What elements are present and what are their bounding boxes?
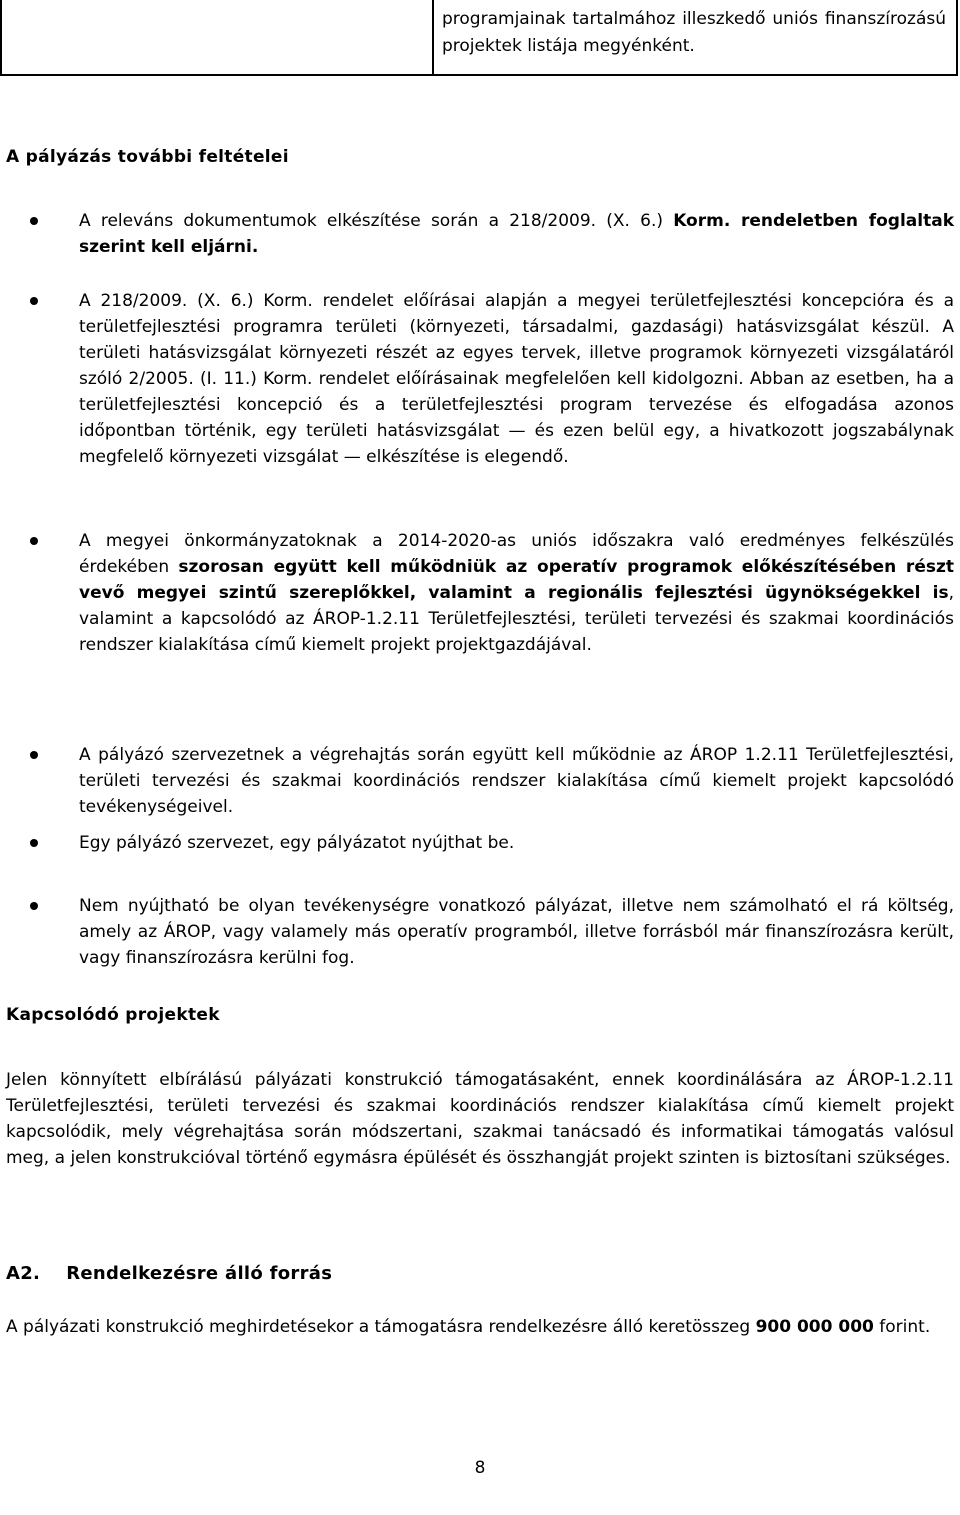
- funding-paragraph: A pályázati konstrukció meghirdetésekor a támogatásra rendelkezésre álló keretösszeg 900 000 000 forint.: [6, 1317, 931, 1337]
- bullet-icon: [30, 751, 38, 759]
- bullet-text: A 218/2009. (X. 6.) Korm. rendelet előírásai alapján a megyei területfejlesztési koncepcióra és a területfejlesztési programra területi (környezeti, társadalmi, gazdasági) hatásvizsgálat készül. A területi hatásvizsgálat környezeti részét az egyes tervek, illetve programok környezeti vizsgálatáról szóló 2/2005. (I. 11.) Korm. rendelet előírásainak megfelelően kell kidolgozni. Abban az esetben, ha a területfejlesztési koncepció és a területfejlesztési program tervezése és elfogadása azonos időpontban történik, egy területi hatásvizsgálat — és ezen belül egy, a hivatkozott jogszabálynak megfelelő környezeti vizsgálat — elkészítése is elegendő.: [79, 291, 954, 467]
- bullet-icon: [30, 902, 38, 910]
- section-number: A2.: [6, 1263, 41, 1284]
- section-heading-conditions: A pályázás további feltételei: [6, 147, 289, 167]
- section-heading-related-projects: Kapcsolódó projektek: [6, 1005, 220, 1025]
- bullet-text: Nem nyújtható be olyan tevékenységre vonatkozó pályázat, illetve nem számolható el rá költség, amely az ÁROP, vagy valamely más operatív programból, illetve forrásból már finanszírozásra került, vagy finanszírozásra kerülni fog.: [79, 896, 954, 968]
- related-projects-paragraph: Jelen könnyített elbírálású pályázati konstrukció támogatásaként, ennek koordinálására az ÁROP-1.2.11 Területfejlesztési, területi tervezési és szakmai koordinációs rendszer kialakítása című kiemelt projekt kapcsolódik, mely végrehajtása során módszertani, szakmai tanácsadó és informatikai támogatás valósul meg, a jelen konstrukcióval történő egymásra épülését és összhangját projekt szinten is biztosítani szükséges.: [6, 1070, 954, 1168]
- bullet-icon: [30, 217, 38, 225]
- bullet-text: Egy pályázó szervezet, egy pályázatot nyújthat be.: [79, 833, 515, 853]
- bullet-text: A releváns dokumentumok elkészítése során a 218/2009. (X. 6.): [79, 211, 674, 231]
- bullet-text-bold: Korm. rendeletben foglaltak szerint kell eljárni.: [79, 211, 954, 257]
- bullet-icon: [30, 537, 38, 545]
- funding-amount: 900 000 000: [755, 1317, 874, 1337]
- table-cell-right: [432, 0, 958, 76]
- table-cell-left: [0, 0, 434, 76]
- bullet-icon: [30, 297, 38, 305]
- table-cell-text: programjainak tartalmához illeszkedő uniós finanszírozású projektek listája megyénként.: [442, 9, 946, 56]
- page-number: 8: [474, 1458, 486, 1478]
- bullet-text: A pályázó szervezetnek a végrehajtás során együtt kell működnie az ÁROP 1.2.11 Területfejlesztési, területi tervezési és szakmai koordinációs rendszer kialakítása című kiemelt projekt kapcsolódó tevékenységeivel.: [79, 745, 954, 817]
- bullet-icon: [30, 839, 38, 847]
- section-heading-funding: Rendelkezésre álló forrás: [66, 1263, 333, 1284]
- bullet-text: A megyei önkormányzatoknak a 2014-2020-as uniós időszakra való eredményes felkészülés érdekében: [79, 531, 954, 577]
- table-fragment: [0, 0, 958, 76]
- bullet-text: , valamint a kapcsolódó az ÁROP-1.2.11 Területfejlesztési, területi tervezési és szakmai koordinációs rendszer kialakítása című kiemelt projekt projektgazdájával.: [79, 583, 954, 655]
- bullet-text-bold: szorosan együtt kell működniük az operatív programok előkészítésében részt vevő megyei szintű szereplőkkel, valamint a regionális fejlesztési ügynökségekkel is: [79, 557, 954, 603]
